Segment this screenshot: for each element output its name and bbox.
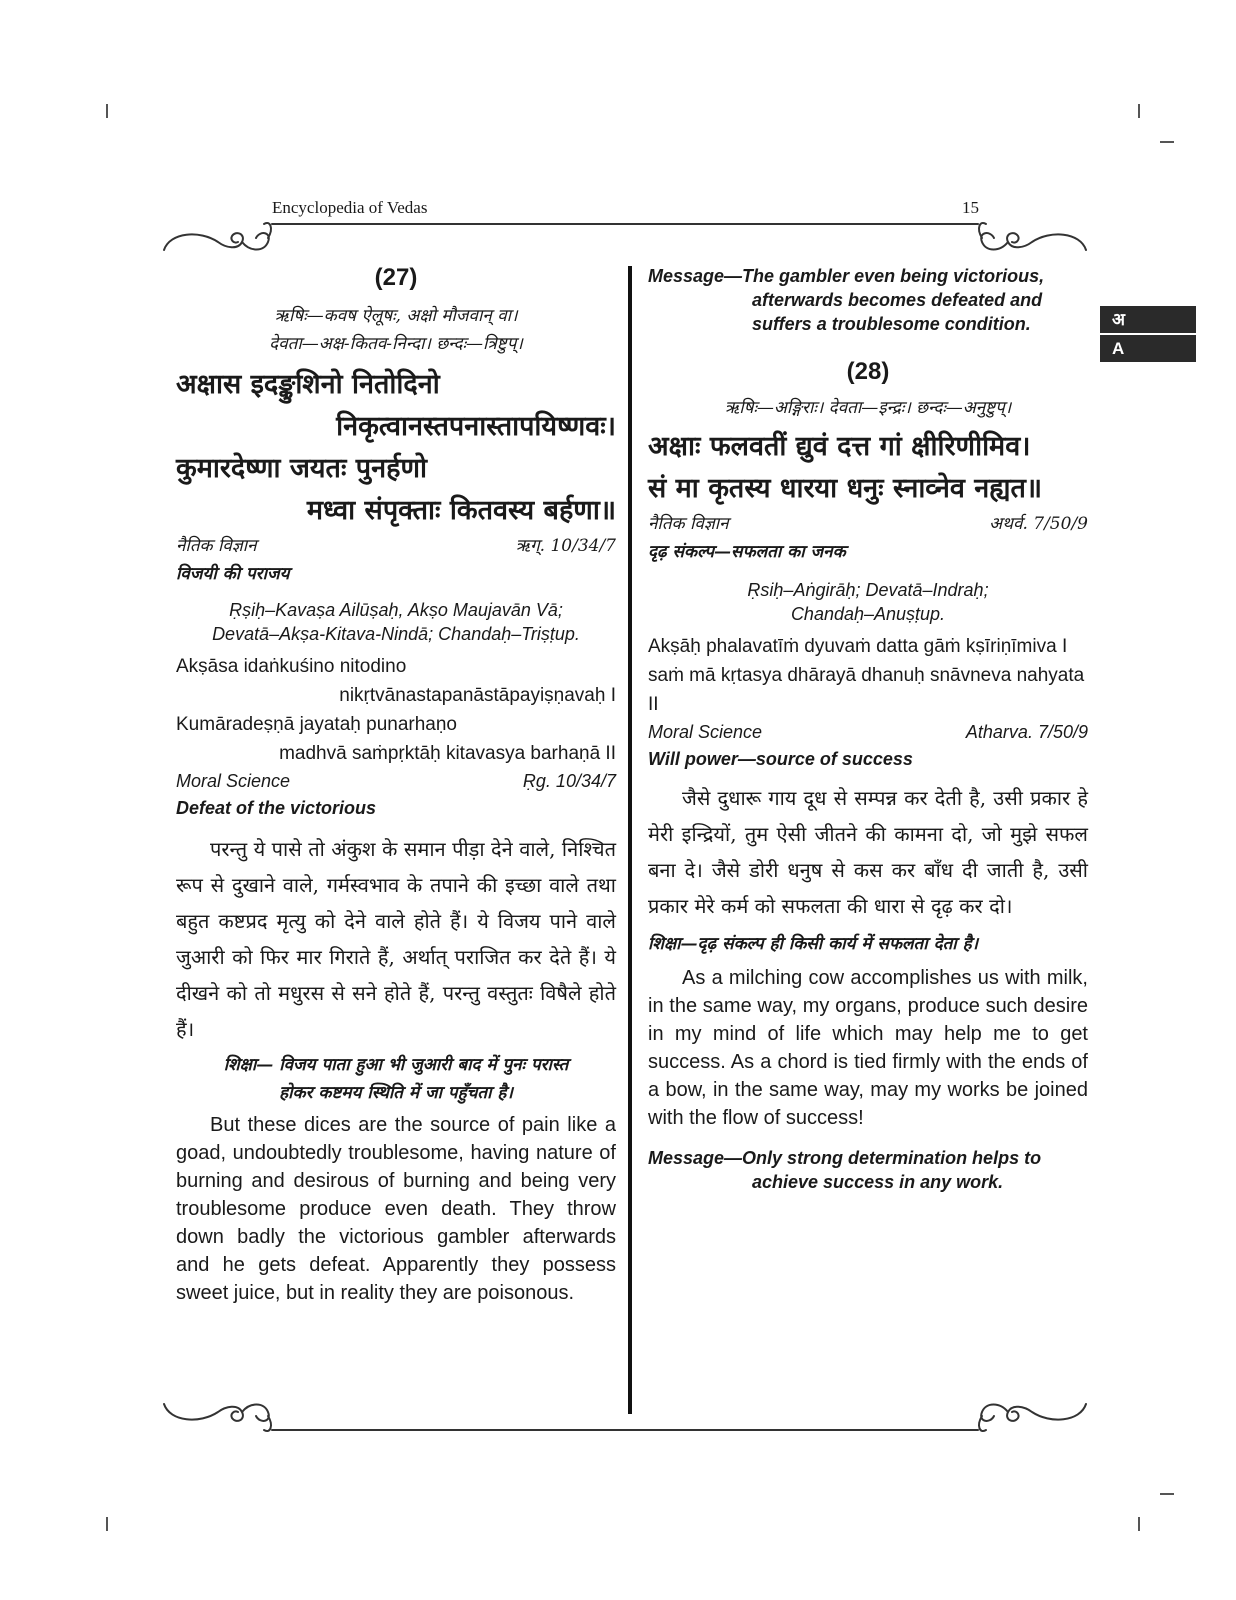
column-divider bbox=[628, 266, 632, 1414]
message-line: Message—Only strong determination helps to bbox=[648, 1148, 1042, 1168]
lesson-hindi: होकर कष्टमय स्थिति में जा पहुँचता है। bbox=[279, 1083, 513, 1103]
section-tab-hindi: अ bbox=[1112, 310, 1125, 329]
message-line: afterwards becomes defeated and bbox=[752, 290, 1043, 310]
crop-mark bbox=[106, 1517, 108, 1531]
crop-mark bbox=[1160, 1493, 1174, 1495]
mantra-line: मध्वा संपृक्ताः कितवस्य बर्हणा॥ bbox=[306, 495, 616, 526]
crop-mark bbox=[1138, 1517, 1140, 1531]
running-title: Encyclopedia of Vedas bbox=[272, 198, 428, 217]
source-row-english bbox=[176, 768, 616, 795]
meaning-hindi: परन्तु ये पासे तो अंकुश के समान पीड़ा देने वाले, निश्चित रूप से दुखाने वाले, गर्मस्वभाव के तपाने की इच्छा वाले तथा बहुत कष्टप्रद मृत्यु को देने वाले होते हैं। ये विजय पाने वाले जुआरी को फिर मार गिराते हैं, अर्थात् पराजित कर देते हैं। ये दीखने को तो मधुरस से सने होते हैं, परन्तु वस्तुतः विषैले होते हैं। bbox=[176, 837, 616, 1041]
meaning-english: But these dices are the source of pain like a goad, undoubtedly troublesome, having nature of burning and desirous of burning and being very troublesome produce even death. They throw down badly the victorious gambler afterwards and he gets defeat. Apparently they possess sweet juice, but in reality they are poisonous. bbox=[176, 1114, 616, 1304]
meta-line-english: Chandaḥ–Anuṣṭup. bbox=[790, 604, 946, 624]
message-line: suffers a troublesome condition. bbox=[752, 314, 1031, 334]
source-row-hindi bbox=[176, 532, 616, 560]
subject-english: Moral Science bbox=[176, 771, 291, 791]
transliteration-line: Akṣāḥ phalavatīṁ dyuvaṁ datta gāṁ kṣīriṇīmiva I bbox=[648, 636, 1068, 657]
section-tab-english: A bbox=[1112, 339, 1125, 358]
meta-line-english: Ṛṣiḥ–Kavaṣa Ailūṣaḥ, Akṣo Maujavān Vā; bbox=[229, 600, 563, 620]
verse-number: (27) bbox=[374, 264, 418, 291]
subject-english: Moral Science bbox=[648, 722, 763, 742]
transliteration-line: madhvā saṁpṛktāḥ kitavasya barhaṇā II bbox=[279, 743, 616, 764]
section-tab bbox=[1100, 306, 1196, 362]
transliteration-line: nikṛtvānastapanāstāpayiṣṇavaḥ I bbox=[339, 685, 616, 706]
message-line: achieve success in any work. bbox=[752, 1172, 1004, 1192]
meta-line-english: Ṛsiḥ–Aṅgirāḥ; Devatā–Indraḥ; bbox=[747, 580, 989, 600]
message-english bbox=[648, 1146, 1088, 1194]
reference-hindi: ऋग्. 10/34/7 bbox=[515, 536, 616, 556]
mantra-line: कुमारदेष्णा जयतः पुनर्हणो bbox=[176, 453, 427, 484]
right-column bbox=[648, 264, 1088, 1194]
reference-hindi: अथर्व. 7/50/9 bbox=[989, 514, 1088, 534]
top-ornament-divider bbox=[160, 216, 1090, 266]
subject-hindi: नैतिक विज्ञान bbox=[176, 536, 257, 556]
transliteration-line: saṁ mā kṛtasya dhārayā dhanuḥ snāvneva nahyata II bbox=[648, 665, 1085, 715]
message-line: Message—The gambler even being victorious, bbox=[648, 266, 1045, 286]
verse-title-english: Defeat of the victorious bbox=[176, 798, 377, 818]
source-row-english bbox=[648, 719, 1088, 746]
meaning-hindi: जैसे दुधारू गाय दूध से सम्पन्न कर देती है, उसी प्रकार हे मेरी इन्द्रियों, तुम ऐसी जीतने की कामना दो, जो मुझे सफल बना दे। जैसे डोरी धनुष से कस कर बाँध दी जाती है, उसी प्रकार मेरे कर्म को सफलता की धारा से दृढ़ कर दो। bbox=[648, 786, 1088, 918]
left-column bbox=[176, 264, 616, 1307]
transliteration-line: Kumāradeṣṇā jayataḥ punarhaṇo bbox=[176, 714, 457, 735]
devata-line-hindi: देवता—अक्ष-कितव-निन्दा। छन्दः—त्रिष्टुप्। bbox=[269, 334, 523, 354]
source-row-hindi bbox=[648, 510, 1088, 538]
mantra-line: अक्षाः फलवतीं द्युवं दत्त गां क्षीरिणीमिव। bbox=[648, 431, 1031, 462]
reference-english: Ṛg. 10/34/7 bbox=[522, 771, 616, 791]
lesson-hindi: शिक्षा—दृढ़ संकल्प ही किसी कार्य में सफलता देता है। bbox=[648, 934, 979, 954]
page-number: 15 bbox=[962, 198, 979, 217]
verse-title-english: Will power—source of success bbox=[648, 749, 913, 769]
crop-mark bbox=[106, 104, 108, 118]
rishi-line-hindi: ऋषिः—कवष ऐलूषः, अक्षो मौजवान् वा। bbox=[274, 306, 518, 326]
crop-mark bbox=[1138, 104, 1140, 118]
verse-title-hindi: विजयी की पराजय bbox=[176, 564, 290, 584]
subject-hindi: नैतिक विज्ञान bbox=[648, 514, 729, 534]
mantra-line: अक्षास इदङ्कुशिनो नितोदिनो bbox=[176, 369, 440, 400]
rishi-line-hindi: ऋषिः—अङ्गिराः। देवता—इन्द्रः। छन्दः—अनुष्टुप्। bbox=[724, 398, 1012, 418]
message-english bbox=[648, 264, 1088, 336]
lesson-hindi: शिक्षा— विजय पाता हुआ भी जुआरी बाद में पुनः परास्त bbox=[223, 1055, 569, 1075]
mantra-line: सं मा कृतस्य धारया धनुः स्नाव्नेव नह्यत॥ bbox=[648, 473, 1043, 504]
bottom-ornament-divider bbox=[160, 1388, 1090, 1438]
mantra-line: निकृत्वानस्तपनास्तापयिष्णवः। bbox=[336, 411, 616, 442]
verse-number: (28) bbox=[846, 358, 890, 385]
transliteration-line: Akṣāsa idaṅkuśino nitodino bbox=[176, 656, 407, 677]
meta-line-english: Devatā–Akṣa-Kitava-Nindā; Chandaḥ–Triṣṭup. bbox=[212, 624, 580, 644]
meaning-english: As a milching cow accomplishes us with milk, in the same way, my organs, produce such desire in my mind of life which may help me to get success. As a chord is tied firmly with the ends of a bow, in the same way, may my works be joined with the flow of success! bbox=[648, 967, 1088, 1129]
reference-english: Atharva. 7/50/9 bbox=[965, 722, 1088, 742]
verse-title-hindi: दृढ़ संकल्प—सफलता का जनक bbox=[648, 542, 846, 562]
crop-mark bbox=[1160, 141, 1174, 143]
